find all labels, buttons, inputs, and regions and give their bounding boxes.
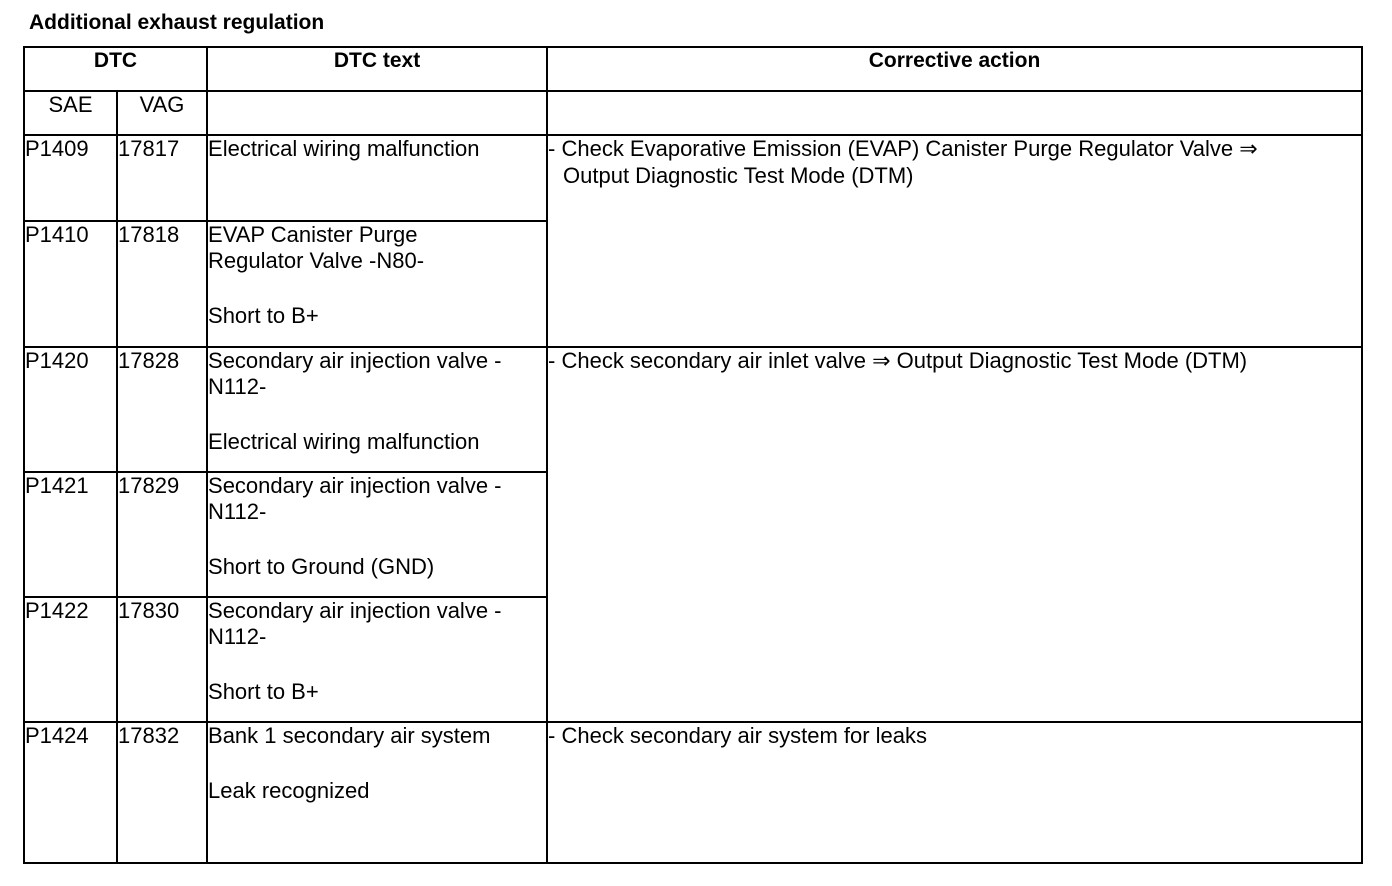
dtc-text-line: N112- [208, 624, 267, 649]
corrective-action-cell [547, 722, 1362, 863]
dtc-text-cell [207, 347, 547, 472]
dtc-text-line: Secondary air injection valve - [208, 473, 502, 498]
header-dtc-text: DTC text [207, 47, 547, 91]
header-sae: SAE [24, 91, 117, 135]
dtc-text-line: Short to B+ [208, 303, 319, 328]
dtc-text-line: N112- [208, 374, 267, 399]
dtc-text-line: Leak recognized [208, 778, 370, 803]
sae-code: P1420 [24, 347, 117, 472]
header-corrective-action: Corrective action [547, 47, 1362, 91]
header-action-blank [547, 91, 1362, 135]
dtc-text-line: N112- [208, 499, 267, 524]
action-line: - Check Evaporative Emission (EVAP) Canister Purge Regulator Valve [548, 136, 1234, 161]
action-line: - Check secondary air system for leaks [548, 723, 928, 748]
table-row [24, 347, 1362, 472]
sae-code: P1410 [24, 221, 117, 347]
table-subheader-row [24, 91, 1362, 135]
dtc-text-line: Short to B+ [208, 679, 319, 704]
action-line: Output Diagnostic Test Mode (DTM) [563, 163, 914, 188]
dtc-text-cell [207, 597, 547, 722]
table-row [24, 135, 1362, 221]
vag-code: 17829 [117, 472, 207, 597]
arrow-icon: ⇒ [1239, 137, 1258, 162]
dtc-text-line: Electrical wiring malfunction [208, 136, 480, 161]
arrow-icon: ⇒ [872, 349, 891, 374]
dtc-text-line: Short to Ground (GND) [208, 554, 435, 579]
header-dtc-text-blank [207, 91, 547, 135]
page-title: Additional exhaust regulation [29, 11, 325, 34]
corrective-action-cell [547, 347, 1362, 722]
dtc-text-line: EVAP Canister Purge [208, 222, 418, 247]
corrective-action-text [548, 723, 1361, 749]
sae-code: P1424 [24, 722, 117, 863]
action-line: Output Diagnostic Test Mode (DTM) [896, 348, 1248, 373]
dtc-table [23, 46, 1363, 864]
sae-code: P1409 [24, 135, 117, 221]
header-dtc: DTC [24, 47, 207, 91]
vag-code: 17818 [117, 221, 207, 347]
dtc-text-cell [207, 135, 547, 221]
corrective-action-cell [547, 135, 1362, 347]
corrective-action-text [548, 348, 1361, 375]
dtc-text-cell [207, 722, 547, 863]
sae-code: P1422 [24, 597, 117, 722]
table-header-row [24, 47, 1362, 91]
vag-code: 17828 [117, 347, 207, 472]
header-vag: VAG [117, 91, 207, 135]
corrective-action-text [548, 136, 1361, 189]
vag-code: 17832 [117, 722, 207, 863]
sae-code: P1421 [24, 472, 117, 597]
action-line: - Check secondary air inlet valve [548, 348, 866, 373]
dtc-text-line: Regulator Valve -N80- [208, 248, 425, 273]
dtc-text-cell [207, 221, 547, 347]
dtc-text-line: Bank 1 secondary air system [208, 723, 491, 748]
dtc-text-cell [207, 472, 547, 597]
dtc-text-line: Secondary air injection valve - [208, 598, 502, 623]
dtc-text-line: Secondary air injection valve - [208, 348, 502, 373]
vag-code: 17830 [117, 597, 207, 722]
vag-code: 17817 [117, 135, 207, 221]
table-row [24, 722, 1362, 863]
dtc-text-line: Electrical wiring malfunction [208, 429, 480, 454]
